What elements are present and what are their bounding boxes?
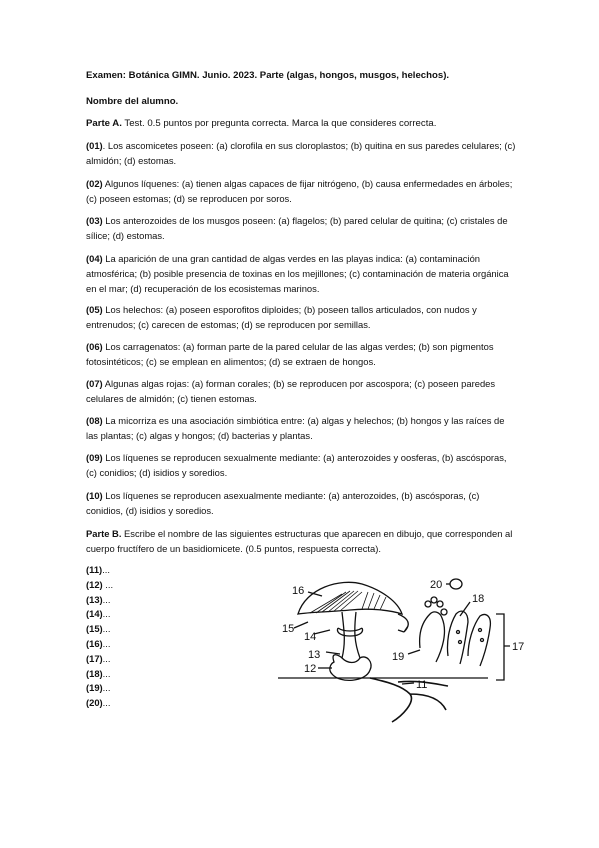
answer-blank: ...: [102, 564, 110, 575]
question-number: (07): [86, 378, 103, 389]
figure-label-11: 11: [416, 679, 428, 691]
answer-blank: ...: [102, 667, 111, 679]
question-text: Los líquenes se reproducen sexualmente mediante: (a) anterozoides y oosferas, (b) ascósporas, (c) conidios; (d) isidios y soredios.: [86, 452, 507, 478]
question-04: [86, 252, 516, 296]
answer-number: (11): [86, 564, 103, 575]
pointer-arrow: [398, 614, 408, 632]
question-03: [86, 214, 516, 244]
answer-line-20[interactable]: [86, 696, 113, 711]
question-number: (04): [86, 253, 103, 264]
figure-label-14: 14: [304, 631, 317, 643]
question-text: Los anterozoides de los musgos poseen: (a) flagelos; (b) pared celular de quitina; (c) cristales de sílice; (d) estomas.: [86, 215, 508, 241]
question-number: (03): [86, 215, 103, 226]
mushroom-volva: [330, 655, 371, 681]
answer-blank: ...: [102, 578, 114, 590]
question-text: . Los ascomicetes poseen: (a) clorofila en sus cloroplastos; (b) quitina en sus paredes celulares; (c) almidón; (d) estomas.: [86, 140, 516, 166]
basidiomycete-figure: [270, 570, 530, 730]
answer-number: (12): [86, 578, 103, 590]
answer-list: [86, 563, 113, 711]
question-09: [86, 451, 516, 481]
figure-label-13: 13: [308, 649, 321, 661]
answer-line-12[interactable]: [86, 578, 113, 593]
question-08: [86, 414, 516, 444]
figure-label-12: 12: [304, 663, 317, 675]
answer-blank: ...: [102, 682, 111, 694]
question-01: [86, 139, 516, 169]
answer-blank: ...: [102, 697, 111, 709]
basidiospore: [425, 601, 431, 607]
answer-number: (17): [86, 652, 103, 664]
question-number: (02): [86, 178, 103, 189]
answer-number: (15): [86, 623, 103, 635]
figure-label-18: 18: [472, 593, 485, 605]
answer-number: (16): [86, 637, 103, 649]
question-06: [86, 340, 516, 370]
answer-line-18[interactable]: [86, 667, 113, 682]
brace-17: [496, 614, 510, 680]
answer-blank: ...: [102, 593, 111, 605]
part-b-label: Parte B.: [86, 528, 122, 539]
answer-line-17[interactable]: [86, 652, 113, 667]
answer-line-13[interactable]: [86, 593, 113, 608]
question-number: (09): [86, 452, 103, 463]
question-10: [86, 489, 516, 519]
mushroom-ring: [338, 628, 363, 636]
answer-blank: ...: [102, 608, 111, 620]
question-number: (08): [86, 415, 103, 426]
figure-label-16: 16: [292, 585, 305, 597]
question-text: Algunos líquenes: (a) tienen algas capaces de fijar nitrógeno, (b) causa enfermedades en árboles; (c) poseen estomas; (d) se reproducen por soros.: [86, 178, 513, 204]
question-number: (05): [86, 304, 103, 315]
part-a-text: Test. 0.5 puntos por pregunta correcta. Marca la que consideres correcta.: [121, 118, 437, 129]
part-a-label: Parte A.: [86, 118, 122, 129]
nucleus: [479, 629, 482, 632]
answer-blank: ...: [102, 623, 111, 635]
question-text: La aparición de una gran cantidad de algas verdes en las playas indica: (a) contaminación atmosférica; (b) posible presencia de toxinas en los mejillones; (c) contaminación de materia orgánica en el mar; (d) recuperación de los ecosistemas marinos.: [86, 253, 509, 294]
student-name-label: Nombre del alumno.: [86, 96, 179, 107]
answer-number: (13): [86, 593, 103, 605]
nucleus: [481, 639, 484, 642]
part-b-text: Escribe el nombre de las siguientes estructuras que aparecen en dibujo, que corresponden al cuerpo fructífero de un basidiomicete. (0.5 puntos, respuesta correcta).: [86, 528, 513, 554]
exam-title: Examen: Botánica GIMN. Junio. 2023. Parte (algas, hongos, musgos, helechos).: [86, 70, 450, 81]
figure-label-15: 15: [282, 623, 295, 635]
question-07: [86, 377, 516, 407]
answer-blank: ...: [102, 652, 111, 664]
basidiospore: [437, 601, 443, 607]
basidiospore: [441, 609, 447, 615]
question-text: Los helechos: (a) poseen esporofitos diploides; (b) poseen tallos articulados, con nudos y entrenudos; (c) carecen de estomas; (d) se reproducen por semillas.: [86, 304, 477, 330]
answer-blank: ...: [102, 637, 111, 649]
spore-20: [450, 579, 462, 589]
figure-label-19: 19: [392, 651, 405, 663]
answer-number: (19): [86, 682, 103, 694]
answer-line-11[interactable]: [86, 563, 113, 578]
answer-number: (18): [86, 667, 103, 679]
answer-line-16[interactable]: [86, 637, 113, 652]
answer-number: (20): [86, 697, 103, 709]
part-b-instructions: [86, 527, 516, 557]
nucleus: [459, 641, 462, 644]
question-text: Algunas algas rojas: (a) forman corales; (b) se reproducen por ascospora; (c) poseen paredes celulares de almidón; (c) tienen estomas.: [86, 378, 496, 404]
question-text: La micorriza es una asociación simbiótica entre: (a) algas y helechos; (b) hongos y las raíces de las plantas; (c) algas y hongos; (d) bacterias y plantas.: [86, 415, 505, 441]
question-number: (06): [86, 341, 103, 352]
question-05: [86, 303, 516, 333]
basidium-cluster: [420, 611, 491, 666]
answer-line-19[interactable]: [86, 681, 113, 696]
question-number: (10): [86, 490, 103, 501]
answer-line-15[interactable]: [86, 622, 113, 637]
question-text: Los líquenes se reproducen asexualmente mediante: (a) anterozoides, (b) ascósporas, (c) conidios, (d) isidios y soredios.: [86, 490, 480, 516]
question-text: Los carragenatos: (a) forman parte de la pared celular de las algas verdes; (b) son pigmentos fotosintéticos; (c) se emplean en alimentos; (d) se extraen de hongos.: [86, 341, 494, 367]
basidiospore: [431, 597, 437, 603]
answer-line-14[interactable]: [86, 607, 113, 622]
figure-label-17: 17: [512, 641, 525, 653]
part-a-instructions: [86, 118, 516, 129]
question-number: (01): [86, 140, 103, 151]
nucleus: [457, 631, 460, 634]
question-02: [86, 177, 516, 207]
figure-label-20: 20: [430, 579, 443, 591]
mycelium: [370, 678, 448, 722]
answer-number: (14): [86, 608, 103, 620]
